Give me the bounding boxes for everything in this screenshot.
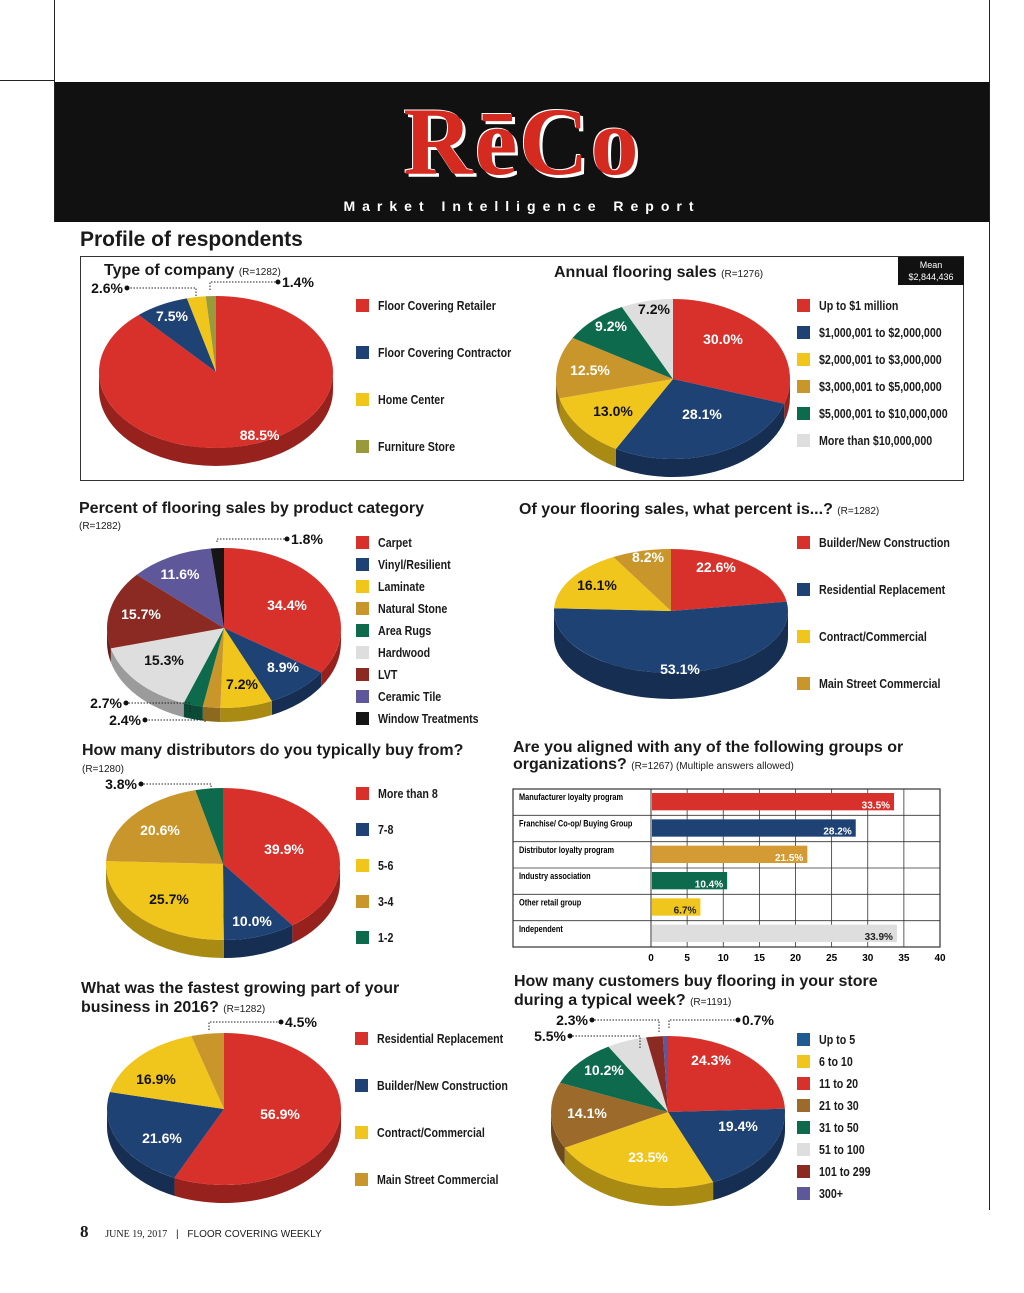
pie-label-category-6: 15.7%: [121, 606, 161, 622]
leader-dot-distributors-4: [139, 782, 144, 787]
pie-category: [90, 531, 341, 728]
chart-groups-title-line1: Are you aligned with any of the following groups or: [513, 739, 904, 756]
bar-tick-label: 30: [862, 953, 874, 964]
pie-label-customers-0: 24.3%: [691, 1052, 731, 1068]
legend-label: Floor Covering Contractor: [378, 345, 512, 360]
footer-date: JUNE 19, 2017: [105, 1229, 168, 1240]
bar-category-label: Franchise/ Co-op/ Buying Group: [519, 818, 633, 829]
legend-label: Window Treatments: [378, 711, 479, 726]
pie-label-customers-4: 10.2%: [584, 1062, 624, 1078]
chart-groups-title-line2: organizations?: [513, 756, 627, 773]
legend-label: Builder/New Construction: [819, 535, 950, 550]
pie-label-type-3: 1.4%: [282, 274, 314, 290]
pie-label-distributors-4: 3.8%: [105, 776, 137, 792]
bar-chart-groups: [513, 789, 946, 964]
bar-category-label: Manufacturer loyalty program: [519, 792, 624, 803]
pie-label-type-2: 2.6%: [91, 280, 123, 296]
pie-label-category-3: 2.4%: [109, 712, 141, 728]
chart-percent-rnote: (R=1282): [837, 506, 880, 517]
chart-percent-title-text: Of your flooring sales, what percent is...?: [519, 501, 833, 518]
pie-label-customers-3: 14.1%: [567, 1105, 607, 1121]
pie-label-fastest-2: 16.9%: [136, 1071, 176, 1087]
page-number: 8: [80, 1222, 89, 1241]
legend-label: Natural Stone: [378, 601, 448, 616]
chart-groups-rnote: (R=1267) (Multiple answers allowed): [631, 761, 794, 772]
legend-label: More than 8: [378, 786, 438, 801]
footer-publication: FLOOR COVERING WEEKLY: [187, 1229, 322, 1240]
bar-category-label: Independent: [519, 924, 563, 935]
pie-label-customers-6: 2.3%: [556, 1012, 588, 1028]
legend-label: 300+: [819, 1186, 844, 1201]
chart-category-rnote: (R=1282): [79, 521, 121, 532]
pie-type: [91, 274, 333, 466]
pie-label-category-0: 34.4%: [267, 597, 307, 613]
chart-sales-rnote: (R=1276): [721, 269, 764, 280]
leader-dot-fastest-3: [279, 1020, 284, 1025]
legend-label: Furniture Store: [378, 439, 456, 454]
pie-label-sales-4: 9.2%: [595, 318, 627, 334]
bar-tick-label: 10: [717, 953, 729, 964]
legend-label: 5-6: [378, 858, 394, 873]
pie-customers: [534, 1012, 785, 1206]
legend-label: 101 to 299: [819, 1164, 871, 1179]
pie-label-customers-5: 5.5%: [534, 1028, 566, 1044]
legend-label: Ceramic Tile: [378, 689, 442, 704]
legend-label: Vinyl/Resilient: [378, 557, 451, 572]
legend-label: Residential Replacement: [819, 582, 946, 597]
pie-label-category-8: 1.8%: [291, 531, 323, 547]
pie-label-type-0: 88.5%: [239, 426, 280, 443]
legend-label: $3,000,001 to $5,000,000: [819, 379, 942, 394]
bar-value-label: 10.4%: [694, 879, 724, 891]
legend-label: Floor Covering Retailer: [378, 298, 496, 313]
pie-percent: [554, 549, 788, 699]
legend-label: Laminate: [378, 579, 425, 594]
legend-label: Home Center: [378, 392, 445, 407]
pie-wall-category-3: [203, 707, 221, 722]
leader-category-3: [145, 720, 205, 722]
pie-label-category-7: 11.6%: [160, 566, 200, 582]
legend-label: More than $10,000,000: [819, 433, 933, 448]
leader-dot-type-2: [125, 286, 130, 291]
legend-label: Main Street Commercial: [377, 1172, 499, 1187]
legend-label: Residential Replacement: [377, 1031, 504, 1046]
pie-label-distributors-1: 10.0%: [232, 913, 272, 929]
pie-label-distributors-2: 25.7%: [149, 891, 189, 907]
pie-label-fastest-0: 56.9%: [260, 1106, 300, 1122]
pie-label-sales-2: 13.0%: [593, 403, 633, 419]
bar-value-label: 6.7%: [673, 905, 697, 917]
bar-value-label: 33.9%: [864, 932, 893, 943]
bar-5: [652, 925, 897, 942]
leader-dot-category-3: [143, 718, 148, 723]
chart-customers-title-line2: during a typical week?: [514, 992, 686, 1009]
chart-customers-rnote: (R=1191): [690, 997, 732, 1008]
pie-label-sales-0: 30.0%: [703, 331, 743, 347]
chart-distributors-title-text: How many distributors do you typically buy from?: [82, 742, 464, 759]
pie-slice-customers-0: [668, 1036, 785, 1112]
chart-fastest-title-line1: What was the fastest growing part of your: [81, 980, 400, 997]
reco-logo: RēCo: [403, 88, 641, 195]
legend-label: 7-8: [378, 822, 394, 837]
bar-tick-label: 40: [934, 953, 946, 964]
legend-label: 11 to 20: [819, 1076, 859, 1091]
legend-label: Area Rugs: [378, 623, 432, 638]
chart-sales-title-text: Annual flooring sales: [554, 264, 717, 281]
pie-label-percent-2: 16.1%: [577, 577, 617, 593]
pie-label-percent-3: 8.2%: [632, 549, 664, 565]
pie-label-category-1: 8.9%: [267, 659, 299, 675]
chart-fastest-title-line2: business in 2016?: [81, 999, 219, 1016]
legend-label: Up to 5: [819, 1032, 856, 1047]
legend-label: Contract/Commercial: [377, 1125, 485, 1140]
legend-label: 31 to 50: [819, 1120, 859, 1135]
pie-label-sales-1: 28.1%: [682, 406, 722, 422]
leader-distributors-4: [141, 784, 211, 790]
bar-value-label: 28.2%: [823, 826, 852, 838]
bar-tick-label: 25: [826, 953, 838, 964]
pie-label-category-2: 7.2%: [226, 676, 258, 692]
leader-customers-7: [669, 1020, 738, 1028]
pie-label-category-4: 2.7%: [90, 695, 122, 711]
leader-dot-type-3: [276, 280, 281, 285]
leader-fastest-3: [209, 1022, 281, 1030]
pie-label-type-1: 7.5%: [156, 308, 188, 324]
pie-label-distributors-0: 39.9%: [264, 841, 304, 857]
pie-label-customers-1: 19.4%: [718, 1118, 758, 1134]
bar-0: [652, 793, 894, 810]
bar-category-label: Other retail group: [519, 897, 582, 908]
legend-label: LVT: [378, 667, 398, 682]
bar-category-label: Distributor loyalty program: [519, 845, 615, 856]
legend-label: $1,000,001 to $2,000,000: [819, 325, 942, 340]
legend-label: 21 to 30: [819, 1098, 859, 1113]
chart-type-rnote: (R=1282): [238, 267, 281, 278]
pie-label-percent-1: 53.1%: [660, 661, 700, 677]
leader-dot-customers-5: [568, 1034, 573, 1039]
leader-customers-6: [592, 1020, 659, 1032]
bar-value-label: 33.5%: [861, 800, 891, 812]
footer-separator: |: [176, 1229, 179, 1240]
legend-label: Carpet: [378, 535, 412, 550]
legend-label: $5,000,001 to $10,000,000: [819, 406, 948, 421]
bar-tick-label: 5: [684, 953, 690, 964]
leader-category-8: [217, 539, 287, 542]
pie-label-category-5: 15.3%: [144, 652, 184, 668]
legend-label: Up to $1 million: [819, 298, 899, 313]
pie-label-fastest-1: 21.6%: [142, 1130, 182, 1146]
pie-sales: [556, 299, 790, 477]
legend-label: 51 to 100: [819, 1142, 865, 1157]
pie-fastest: [107, 1014, 341, 1203]
mean-label: Mean: [919, 260, 943, 270]
pie-label-distributors-3: 20.6%: [140, 822, 180, 838]
legend-label: $2,000,001 to $3,000,000: [819, 352, 942, 367]
leader-dot-category-4: [124, 701, 129, 706]
legend-label: 6 to 10: [819, 1054, 853, 1069]
page-title: Profile of respondents: [80, 228, 303, 251]
leader-dot-customers-7: [736, 1018, 741, 1023]
chart-distributors-rnote: (R=1280): [82, 764, 124, 775]
mean-value: $2,844,436: [908, 272, 954, 282]
bar-tick-label: 0: [648, 953, 654, 964]
legend-label: Hardwood: [378, 645, 431, 660]
pie-label-percent-0: 22.6%: [696, 559, 736, 575]
legend-label: Builder/New Construction: [377, 1078, 508, 1093]
bar-category-label: Industry association: [519, 871, 591, 882]
chart-category-title-text: Percent of flooring sales by product category: [79, 500, 424, 517]
page-footer: [80, 1222, 322, 1242]
leader-type-3: [210, 282, 278, 290]
chart-customers-title-line1: How many customers buy flooring in your store: [514, 973, 878, 990]
pie-label-sales-3: 12.5%: [570, 362, 610, 378]
legend-label: 3-4: [378, 894, 394, 909]
pie-label-customers-2: 23.5%: [628, 1149, 668, 1165]
leader-dot-category-8: [285, 537, 290, 542]
pie-distributors: [105, 776, 340, 958]
pie-label-fastest-3: 4.5%: [285, 1014, 317, 1030]
pie-label-customers-7: 0.7%: [742, 1012, 774, 1028]
chart-type-title-text: Type of company: [104, 262, 235, 279]
legend-label: 1-2: [378, 930, 394, 945]
legend-label: Contract/Commercial: [819, 629, 927, 644]
leader-type-2: [127, 288, 196, 296]
chart-fastest-rnote: (R=1282): [223, 1004, 266, 1015]
bar-tick-label: 15: [753, 953, 765, 964]
bar-tick-label: 35: [898, 953, 910, 964]
pie-label-sales-5: 7.2%: [638, 301, 670, 317]
leader-dot-customers-6: [590, 1018, 595, 1023]
bar-value-label: 21.5%: [774, 853, 804, 864]
legend-label: Main Street Commercial: [819, 676, 941, 691]
masthead-subtitle: Market Intelligence Report: [343, 198, 701, 214]
bar-tick-label: 20: [789, 953, 802, 964]
